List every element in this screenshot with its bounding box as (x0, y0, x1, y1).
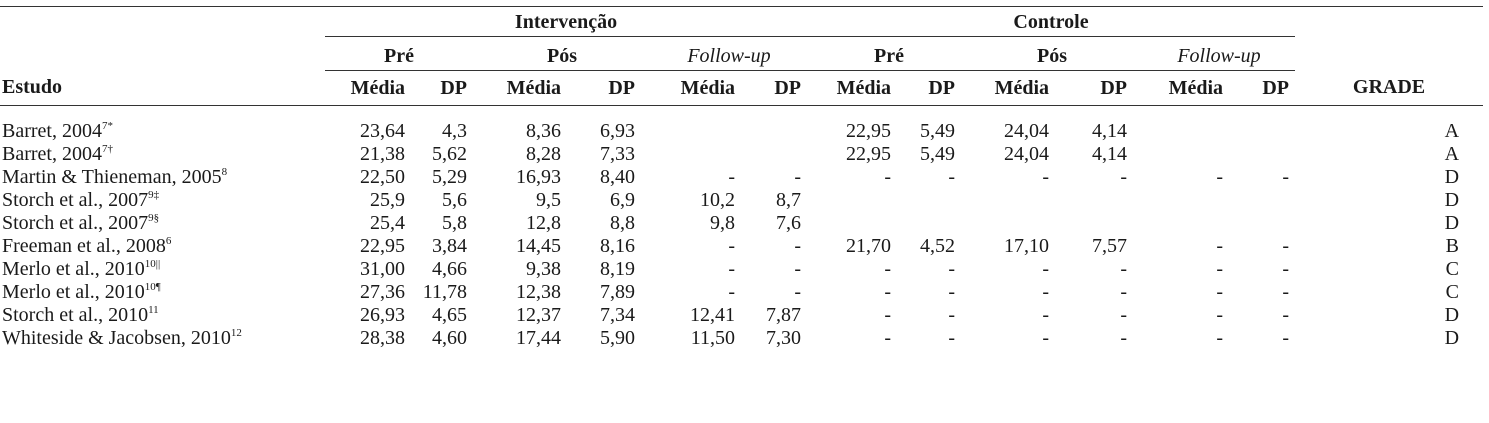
value-cell: - (1282, 327, 1290, 349)
header-media: Média (325, 71, 411, 106)
value-cell: 8,19 (600, 258, 635, 280)
value-cell: 8,28 (526, 143, 561, 165)
header-ctl-pos: Pós (961, 37, 1133, 71)
value-cell: - (1282, 304, 1290, 326)
value-cell: 9,8 (710, 212, 735, 234)
reference-superscript: 9‡ (148, 189, 160, 201)
header-int-pos: Pós (473, 37, 641, 71)
value-cell: 28,38 (360, 327, 405, 349)
value-cell: - (1120, 258, 1128, 280)
value-cell: - (1120, 327, 1128, 349)
study-name: Merlo et al., 2010 (2, 258, 145, 280)
study-name: Freeman et al., 2008 (2, 235, 166, 257)
value-cell: 5,49 (920, 120, 956, 142)
header-grade: GRADE (1295, 71, 1483, 106)
table-row (0, 166, 1483, 189)
value-cell: 22,50 (360, 166, 405, 188)
header-media: Média (1133, 71, 1229, 106)
value-cell (1055, 212, 1133, 235)
value-cell: - (1216, 235, 1224, 257)
value-cell: - (884, 258, 892, 280)
grade-cell: D (1444, 166, 1460, 188)
grade-cell: D (1444, 189, 1460, 211)
value-cell (807, 189, 897, 212)
value-cell: 3,84 (432, 235, 467, 257)
value-cell: 7,30 (766, 327, 802, 349)
grade-cell: A (1444, 120, 1460, 142)
value-cell: - (728, 235, 735, 257)
value-cell: 12,38 (516, 281, 561, 303)
value-cell (1229, 212, 1295, 235)
value-cell: 7,34 (600, 304, 635, 326)
value-cell: 8,7 (776, 189, 802, 211)
value-cell: 4,14 (1092, 120, 1128, 142)
value-cell: 8,40 (600, 166, 635, 188)
value-cell: 6,9 (610, 189, 635, 211)
study-name: Storch et al., 2007 (2, 189, 149, 211)
results-table (0, 6, 1483, 350)
value-cell: - (794, 235, 802, 257)
value-cell: 5,62 (432, 143, 467, 165)
value-cell: - (1216, 304, 1224, 326)
header-dp: DP (411, 71, 473, 106)
value-cell (1229, 106, 1295, 144)
value-cell: 5,6 (442, 189, 467, 211)
header-dp: DP (1229, 71, 1295, 106)
grade-cell: D (1444, 212, 1460, 234)
value-cell: - (728, 166, 735, 188)
value-cell (641, 106, 741, 144)
header-row-phases (0, 37, 1483, 71)
value-cell: 4,52 (920, 235, 956, 257)
value-cell: 8,8 (610, 212, 635, 234)
table-body (0, 106, 1483, 351)
value-cell: 21,70 (846, 235, 892, 257)
value-cell: - (1216, 258, 1224, 280)
value-cell (641, 143, 741, 166)
table-row (0, 281, 1483, 304)
study-cell (0, 258, 325, 281)
header-media: Média (473, 71, 567, 106)
table-row (0, 304, 1483, 327)
study-name: Martin & Thieneman, 2005 (2, 166, 222, 188)
reference-superscript: 10|| (144, 258, 161, 270)
study-name: Whiteside & Jacobsen, 2010 (2, 327, 231, 349)
grade-cell: D (1444, 304, 1460, 326)
value-cell: 4,66 (432, 258, 467, 280)
reference-superscript: 11 (148, 304, 159, 316)
value-cell: 9,5 (536, 189, 561, 211)
reference-superscript: 9§ (148, 212, 160, 224)
value-cell: - (1216, 166, 1224, 188)
value-cell: - (884, 166, 892, 188)
reference-superscript: 6 (165, 235, 172, 247)
value-cell (1055, 189, 1133, 212)
value-cell: 25,9 (370, 189, 405, 211)
reference-superscript: 8 (221, 166, 228, 178)
study-name: Barret, 2004 (2, 143, 102, 165)
value-cell (897, 212, 961, 235)
reference-superscript: 12 (230, 327, 242, 339)
study-cell (0, 166, 325, 189)
value-cell: 14,45 (516, 235, 561, 257)
value-cell: 27,36 (360, 281, 405, 303)
value-cell: - (884, 304, 892, 326)
value-cell: 11,50 (690, 327, 735, 349)
value-cell (1133, 143, 1229, 166)
table-row (0, 235, 1483, 258)
header-dp: DP (741, 71, 807, 106)
study-cell (0, 327, 325, 350)
value-cell: 26,93 (360, 304, 405, 326)
value-cell: 16,93 (516, 166, 561, 188)
value-cell: 7,57 (1092, 235, 1128, 257)
value-cell: 17,44 (516, 327, 561, 349)
value-cell: 5,90 (600, 327, 635, 349)
value-cell (1133, 106, 1229, 144)
value-cell: 22,95 (846, 143, 892, 165)
value-cell: 5,49 (920, 143, 956, 165)
value-cell: - (884, 327, 892, 349)
table-row (0, 143, 1483, 166)
header-media: Média (641, 71, 741, 106)
header-dp: DP (1055, 71, 1133, 106)
value-cell: 25,4 (370, 212, 405, 234)
grade-cell: C (1445, 281, 1460, 303)
value-cell: - (948, 281, 956, 303)
table-row (0, 258, 1483, 281)
value-cell (741, 106, 807, 144)
value-cell: 5,29 (432, 166, 467, 188)
value-cell: 7,87 (766, 304, 802, 326)
study-cell (0, 106, 325, 144)
table-row (0, 327, 1483, 350)
value-cell: - (884, 281, 892, 303)
header-int-pre: Pré (325, 37, 473, 71)
header-empty (0, 7, 325, 37)
value-cell: - (1282, 258, 1290, 280)
value-cell: 31,00 (360, 258, 405, 280)
header-dp: DP (567, 71, 641, 106)
reference-superscript: 10¶ (144, 281, 161, 293)
study-cell (0, 212, 325, 235)
value-cell: - (1120, 281, 1128, 303)
value-cell: - (1120, 304, 1128, 326)
value-cell: 17,10 (1004, 235, 1050, 257)
grade-cell: A (1444, 143, 1460, 165)
value-cell (1229, 189, 1295, 212)
value-cell: - (1216, 281, 1224, 303)
study-cell (0, 143, 325, 166)
header-controle: Controle (807, 7, 1295, 37)
value-cell: 21,38 (360, 143, 405, 165)
value-cell: 7,6 (776, 212, 802, 234)
header-empty-grade (1295, 7, 1483, 37)
header-dp: DP (897, 71, 961, 106)
value-cell (961, 212, 1055, 235)
value-cell: 9,38 (526, 258, 561, 280)
value-cell: 23,64 (360, 120, 405, 142)
value-cell: 4,65 (432, 304, 467, 326)
value-cell: 12,8 (526, 212, 561, 234)
value-cell: 7,33 (600, 143, 635, 165)
value-cell: 4,60 (432, 327, 467, 349)
value-cell: - (1042, 327, 1050, 349)
header-estudo: Estudo (0, 71, 325, 106)
value-cell: - (948, 304, 956, 326)
value-cell: - (1216, 327, 1224, 349)
study-cell (0, 189, 325, 212)
study-cell (0, 304, 325, 327)
value-cell: - (1042, 258, 1050, 280)
value-cell: - (1042, 166, 1050, 188)
value-cell: - (1120, 166, 1128, 188)
value-cell: - (794, 281, 802, 303)
value-cell: - (948, 166, 956, 188)
value-cell: 8,16 (600, 235, 635, 257)
value-cell (741, 143, 807, 166)
value-cell: - (1042, 281, 1050, 303)
table-row (0, 189, 1483, 212)
value-cell: - (1282, 235, 1290, 257)
value-cell (1133, 212, 1229, 235)
value-cell: 4,14 (1092, 143, 1128, 165)
value-cell: 6,93 (600, 120, 635, 142)
header-int-followup: Follow-up (641, 37, 807, 71)
header-media: Média (961, 71, 1055, 106)
value-cell: - (794, 166, 802, 188)
study-cell (0, 281, 325, 304)
header-intervencao: Intervenção (325, 7, 807, 37)
header-media: Média (807, 71, 897, 106)
reference-superscript: 7* (101, 120, 113, 132)
grade-cell: B (1445, 235, 1460, 257)
value-cell: 8,36 (526, 120, 561, 142)
value-cell: - (1042, 304, 1050, 326)
value-cell: 5,8 (442, 212, 467, 234)
value-cell: - (948, 327, 956, 349)
value-cell (897, 189, 961, 212)
study-name: Storch et al., 2010 (2, 304, 149, 326)
value-cell: 24,04 (1004, 120, 1050, 142)
table-row (0, 106, 1483, 144)
header-ctl-followup: Follow-up (1133, 37, 1295, 71)
table-row (0, 212, 1483, 235)
value-cell: 22,95 (846, 120, 892, 142)
value-cell (1133, 189, 1229, 212)
value-cell: - (948, 258, 956, 280)
reference-superscript: 7† (101, 143, 113, 155)
value-cell: 24,04 (1004, 143, 1050, 165)
value-cell: 4,3 (442, 120, 467, 142)
header-row-groups (0, 7, 1483, 37)
value-cell: - (1282, 281, 1290, 303)
study-cell (0, 235, 325, 258)
value-cell: 22,95 (360, 235, 405, 257)
grade-cell: D (1444, 327, 1460, 349)
value-cell: - (794, 258, 802, 280)
value-cell: 12,37 (516, 304, 561, 326)
study-name: Storch et al., 2007 (2, 212, 149, 234)
value-cell (1229, 143, 1295, 166)
value-cell: 10,2 (700, 189, 735, 211)
value-cell: - (728, 258, 735, 280)
value-cell (807, 212, 897, 235)
study-name: Barret, 2004 (2, 120, 102, 142)
value-cell (961, 189, 1055, 212)
value-cell: - (1282, 166, 1290, 188)
header-ctl-pre: Pré (807, 37, 961, 71)
value-cell: 7,89 (600, 281, 635, 303)
value-cell: 11,78 (422, 281, 467, 303)
value-cell: 12,41 (690, 304, 735, 326)
grade-cell: C (1445, 258, 1460, 280)
header-row-columns (0, 71, 1483, 106)
study-name: Merlo et al., 2010 (2, 281, 145, 303)
value-cell: - (728, 281, 735, 303)
